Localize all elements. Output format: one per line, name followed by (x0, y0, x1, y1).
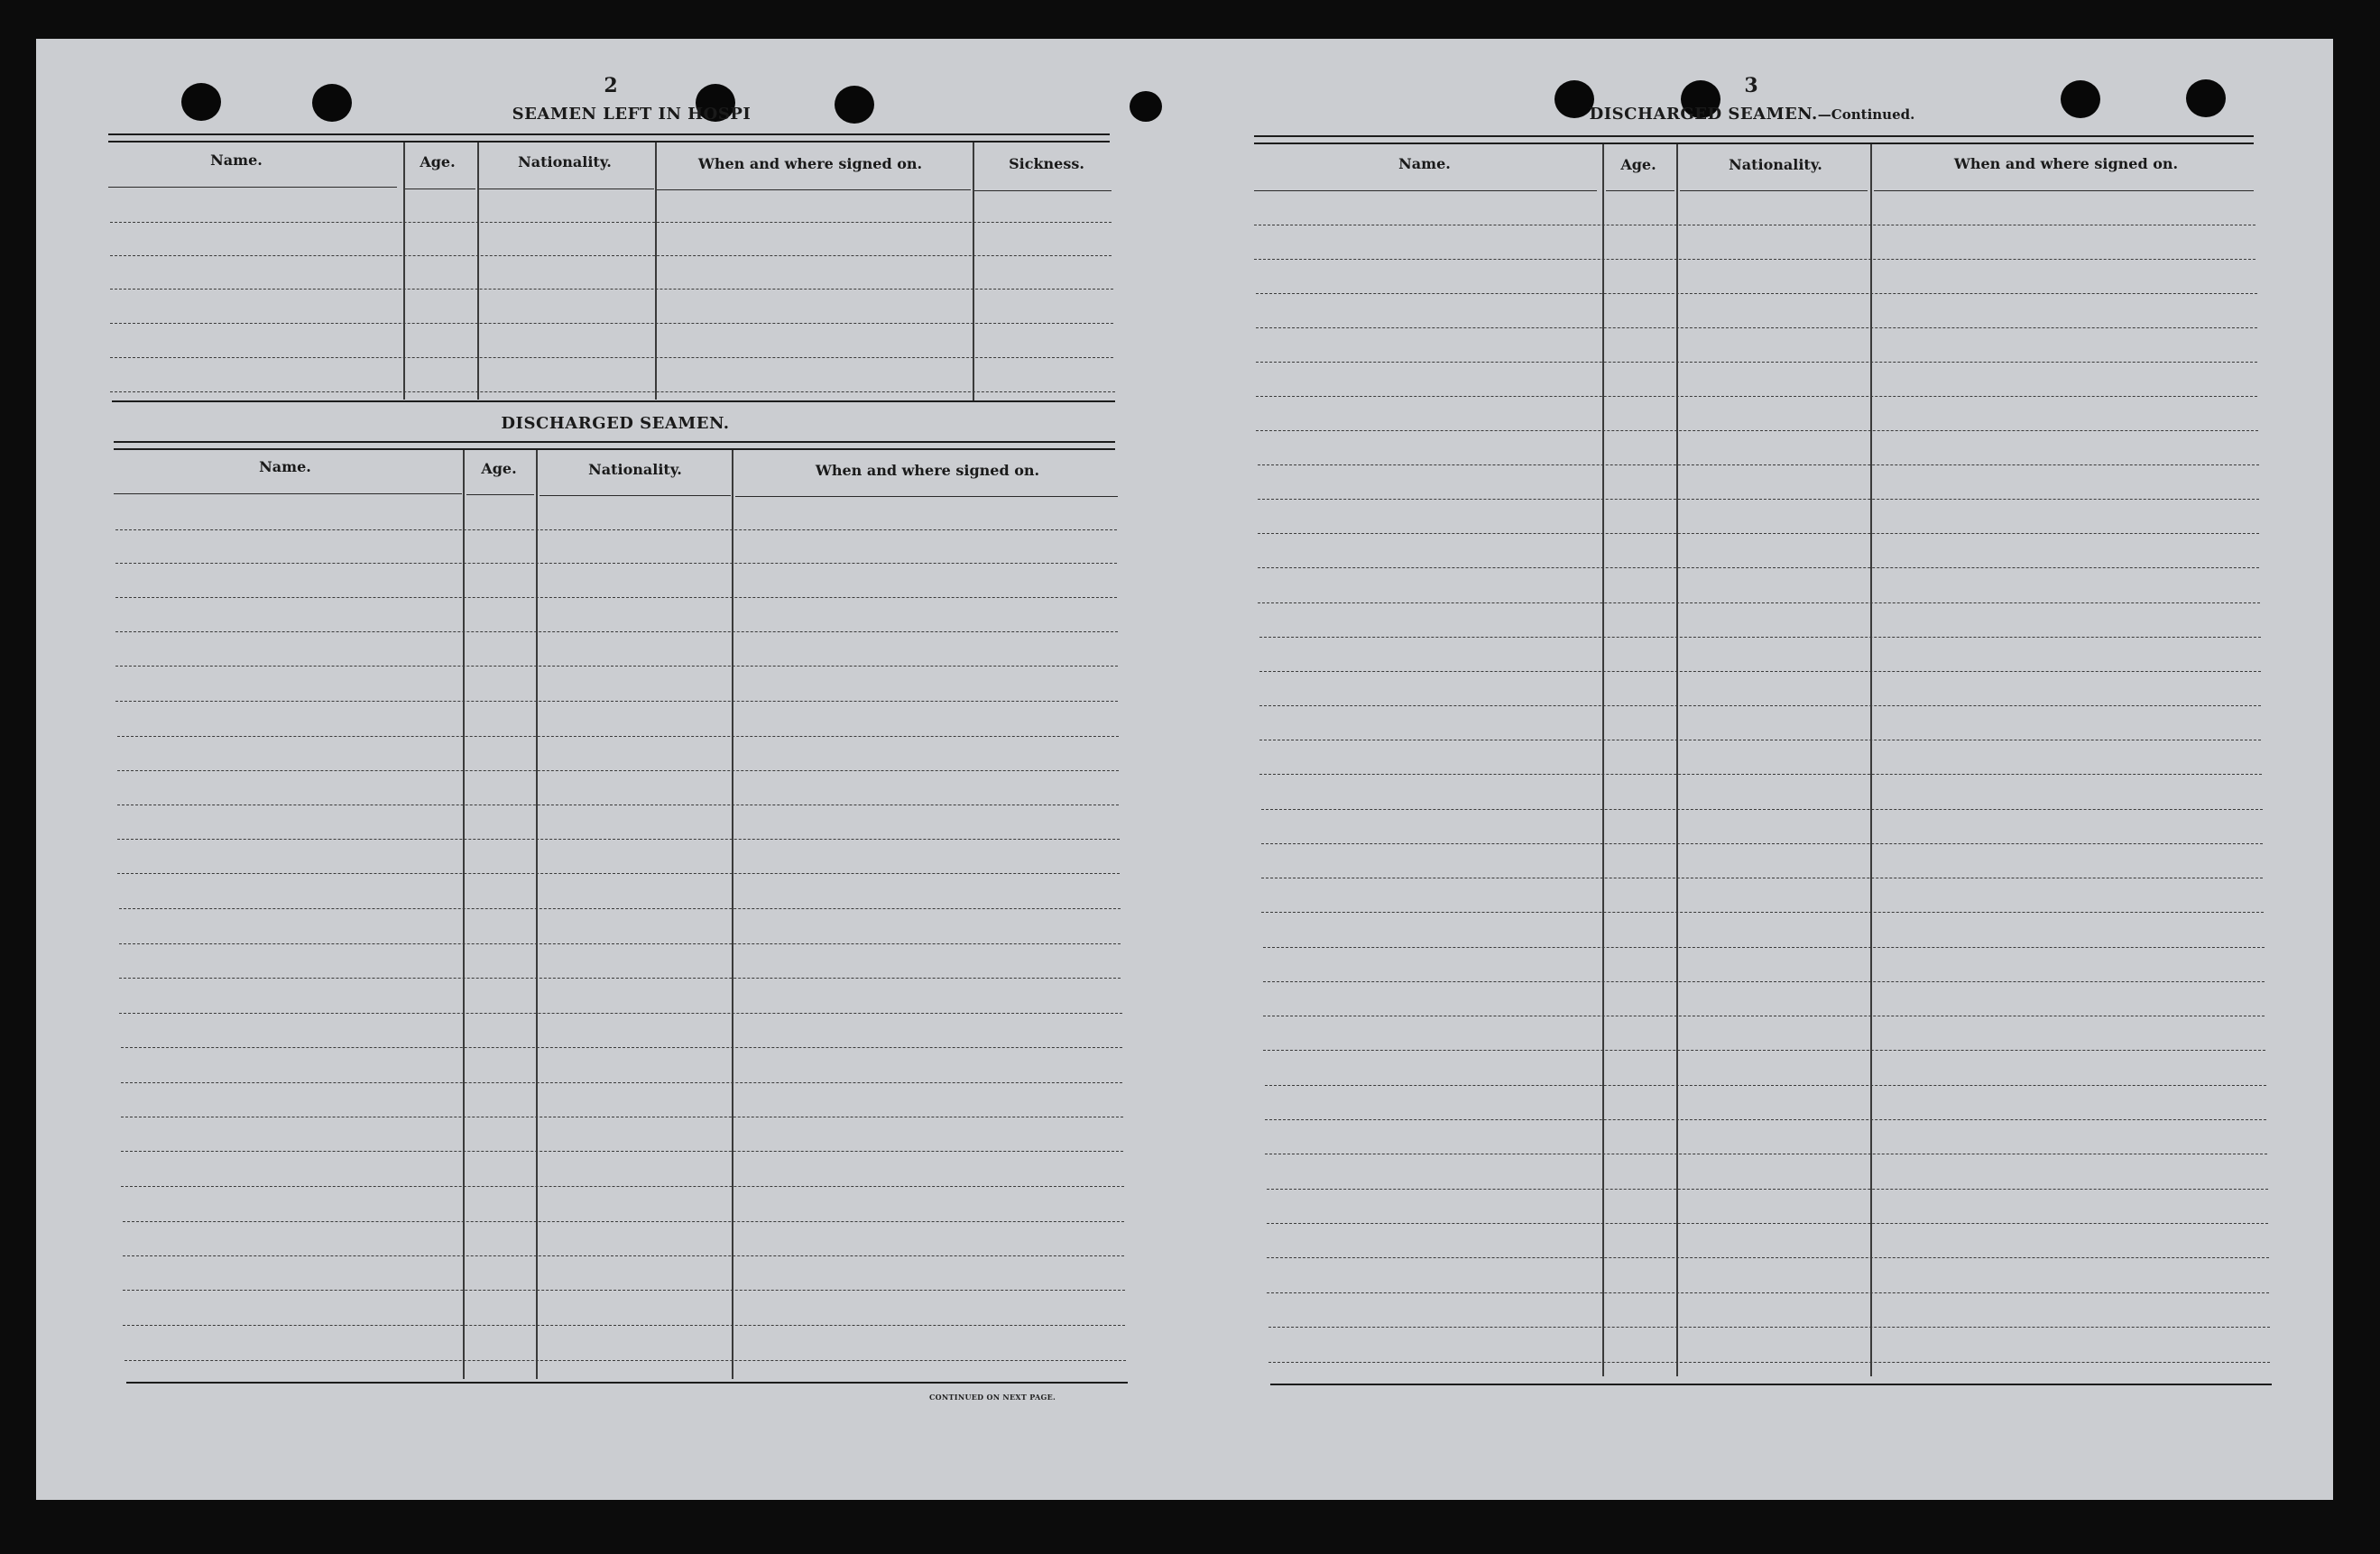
ruled-line (119, 978, 1121, 979)
ruled-line (1268, 1362, 2270, 1363)
ruled-line (119, 1013, 1122, 1014)
ruled-line (1256, 327, 2257, 328)
section-title-text: DISCHARGED SEAMEN. (1589, 105, 1818, 124)
ruled-line (117, 736, 1119, 737)
ruled-line (121, 1186, 1124, 1187)
column-divider (655, 143, 657, 400)
column-header: Age. (1620, 156, 1656, 173)
column-divider (973, 143, 974, 401)
ruled-line (123, 1325, 1125, 1326)
ruled-line (1267, 1257, 2269, 1258)
ruled-line (1256, 396, 2257, 397)
ruled-line (1259, 637, 2261, 638)
column-divider (477, 143, 479, 400)
ruled-line (1258, 533, 2259, 534)
header-rule (114, 493, 462, 494)
ruled-line (1259, 705, 2261, 706)
ruled-line (1261, 912, 2264, 913)
punch-hole (312, 84, 352, 122)
ruled-line (1258, 602, 2260, 603)
punch-hole (2186, 79, 2226, 117)
punch-hole (835, 86, 874, 124)
ruled-line (110, 391, 1115, 392)
rule (1254, 135, 2254, 144)
ruled-line (121, 1047, 1122, 1048)
ruled-line (1267, 1223, 2268, 1224)
ruled-line (123, 1221, 1124, 1222)
punch-hole (2061, 80, 2100, 118)
ruled-line (1261, 809, 2263, 810)
column-header: Age. (481, 460, 517, 477)
ruled-line (1263, 947, 2265, 948)
ruled-line (1254, 259, 2255, 260)
header-rule (466, 494, 534, 495)
column-header: When and where signed on. (815, 462, 1040, 479)
ruled-line (125, 1360, 1126, 1361)
ruled-line (117, 839, 1120, 840)
ruled-line (1267, 1189, 2268, 1190)
ruled-line (1256, 430, 2258, 431)
header-rule (108, 187, 397, 188)
column-header: Nationality. (588, 461, 682, 478)
page-number: 3 (1744, 74, 1758, 97)
ruled-line (1263, 1050, 2265, 1051)
column-header: When and where signed on. (697, 155, 923, 172)
column-header: Age. (420, 153, 456, 170)
header-rule (540, 495, 731, 496)
ruled-line (123, 1290, 1125, 1291)
ruled-line (110, 289, 1113, 290)
ruled-line (115, 631, 1118, 632)
column-header: Name. (1398, 155, 1451, 172)
column-divider (1602, 144, 1604, 1376)
ruled-line (121, 1151, 1123, 1152)
ruled-line (1256, 293, 2257, 294)
column-divider (1870, 144, 1872, 1376)
ruled-line (110, 357, 1113, 358)
punch-hole (181, 83, 221, 121)
header-rule (1874, 190, 2254, 191)
ruled-line (1267, 1292, 2269, 1293)
ruled-line (1258, 464, 2259, 465)
column-header: Name. (210, 152, 263, 169)
ruled-line (115, 666, 1118, 667)
header-rule (1680, 190, 1868, 191)
punch-hole (1130, 91, 1162, 122)
ruled-line (1265, 1119, 2266, 1120)
column-header: Nationality. (518, 153, 612, 170)
ruled-line (1259, 774, 2262, 775)
ruled-line (1256, 362, 2257, 363)
header-rule (657, 189, 971, 190)
ruled-line (121, 1082, 1122, 1083)
rule (108, 133, 1110, 143)
ruled-line (1258, 499, 2259, 500)
scanned-document (36, 39, 2333, 1500)
rule (112, 400, 1115, 402)
ruled-line (115, 597, 1117, 598)
column-divider (732, 450, 733, 1379)
column-divider (463, 450, 465, 1379)
ruled-line (117, 873, 1120, 874)
ruled-line (110, 255, 1112, 256)
rule (114, 441, 1115, 450)
ruled-line (119, 908, 1121, 909)
page-number: 2 (604, 74, 618, 97)
ruled-line (1261, 843, 2263, 844)
punch-hole (1554, 80, 1594, 118)
ruled-line (115, 563, 1117, 564)
ruled-line (1258, 567, 2259, 568)
ruled-line (1263, 981, 2265, 982)
header-rule (1606, 190, 1674, 191)
header-rule (974, 190, 1112, 191)
ruled-line (115, 529, 1117, 530)
header-rule (1254, 190, 1597, 191)
ruled-line (1265, 1085, 2266, 1086)
ruled-line (117, 770, 1119, 771)
ruled-line (1268, 1327, 2270, 1328)
column-divider (536, 450, 538, 1379)
column-header: When and where signed on. (1953, 155, 2179, 172)
header-rule (735, 496, 1118, 497)
column-divider (403, 143, 405, 400)
ruled-line (115, 701, 1118, 702)
rule (126, 1382, 1128, 1384)
column-header: Nationality. (1729, 156, 1822, 173)
ruled-line (1259, 671, 2261, 672)
section-title-suffix: —Continued. (1817, 106, 1915, 123)
column-header: Name. (259, 458, 311, 475)
rule (1270, 1384, 2272, 1385)
ruled-line (123, 1255, 1124, 1256)
section-title-discharged: DISCHARGED SEAMEN. (501, 414, 730, 433)
continued-note: CONTINUED ON NEXT PAGE. (929, 1393, 1056, 1402)
ruled-line (119, 943, 1121, 944)
section-title-hospital: SEAMEN LEFT IN HOSPI (512, 105, 752, 124)
column-header: Sickness. (1009, 155, 1084, 172)
section-title-discharged-continued (1590, 105, 1915, 124)
column-divider (1676, 144, 1678, 1376)
ruled-line (110, 222, 1112, 223)
ruled-line (110, 323, 1113, 324)
